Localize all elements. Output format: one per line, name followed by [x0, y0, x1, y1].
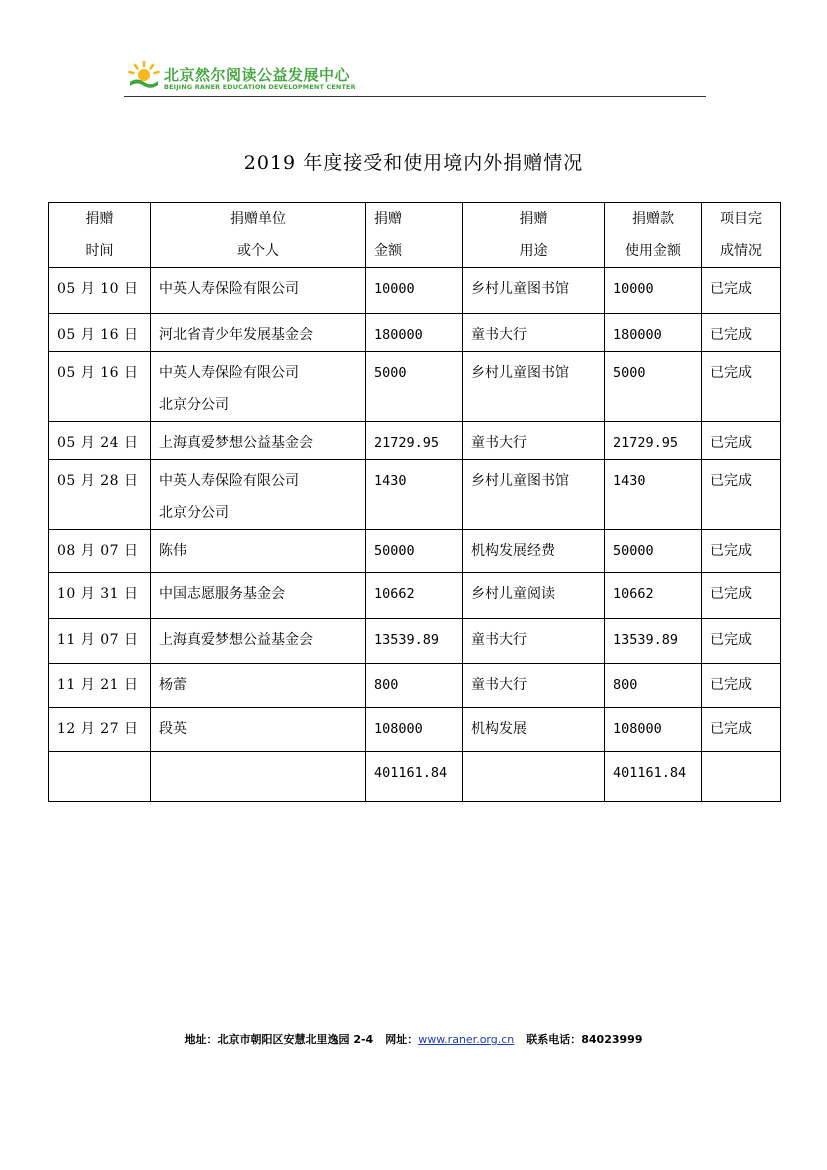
purpose-cell: 童书大行 [463, 619, 605, 664]
letterhead [124, 58, 706, 98]
header-used-amount: 捐赠款 使用金额 [605, 203, 702, 268]
used-amount-cell: 108000 [605, 708, 702, 752]
status-cell: 已完成 [702, 708, 781, 752]
purpose-cell: 乡村儿童阅读 [463, 573, 605, 619]
status-cell: 已完成 [702, 664, 781, 708]
amount-cell: 800 [366, 664, 463, 708]
amount-cell: 13539.89 [366, 619, 463, 664]
amount-cell: 10000 [366, 268, 463, 314]
donor-cell: 陈伟 [151, 530, 366, 573]
status-cell: 已完成 [702, 352, 781, 422]
purpose-cell: 乡村儿童图书馆 [463, 460, 605, 530]
status-cell: 已完成 [702, 268, 781, 314]
date-cell: 08 月 07 日 [49, 530, 151, 573]
date-cell: 05 月 16 日 [49, 352, 151, 422]
header-status: 项目完 成情况 [702, 203, 781, 268]
table-row [49, 352, 781, 422]
table-row [49, 460, 781, 530]
website-link[interactable]: www.raner.org.cn [418, 1033, 515, 1046]
date-cell: 11 月 21 日 [49, 664, 151, 708]
table-row [49, 422, 781, 460]
amount-cell: 180000 [366, 314, 463, 352]
purpose-cell: 机构发展 [463, 708, 605, 752]
date-cell: 05 月 16 日 [49, 314, 151, 352]
table-row [49, 619, 781, 664]
empty-cell [702, 752, 781, 802]
used-amount-cell: 50000 [605, 530, 702, 573]
total-amount-cell: 401161.84 [366, 752, 463, 802]
purpose-cell: 乡村儿童图书馆 [463, 268, 605, 314]
sun-logo-icon [127, 60, 161, 90]
status-cell: 已完成 [702, 422, 781, 460]
header-divider [124, 96, 706, 97]
table-row [49, 664, 781, 708]
page-footer [0, 1031, 827, 1047]
date-cell: 12 月 27 日 [49, 708, 151, 752]
header-purpose: 捐赠 用途 [463, 203, 605, 268]
header-date: 捐赠 时间 [49, 203, 151, 268]
empty-cell [49, 752, 151, 802]
org-name: 北京然尔阅读公益发展中心 [164, 66, 351, 84]
purpose-cell: 童书大行 [463, 422, 605, 460]
used-amount-cell: 13539.89 [605, 619, 702, 664]
used-amount-cell: 10000 [605, 268, 702, 314]
donor-cell: 中英人寿保险有限公司 [151, 268, 366, 314]
table-header-row [49, 203, 781, 268]
date-cell: 05 月 28 日 [49, 460, 151, 530]
footer-address: 地址：北京市朝阳区安慧北里逸园 2-4 [184, 1033, 374, 1046]
status-cell: 已完成 [702, 460, 781, 530]
date-cell: 05 月 24 日 [49, 422, 151, 460]
header-amount: 捐赠 金额 [366, 203, 463, 268]
amount-cell: 10662 [366, 573, 463, 619]
header-donor: 捐赠单位 或个人 [151, 203, 366, 268]
empty-cell [463, 752, 605, 802]
amount-cell: 1430 [366, 460, 463, 530]
used-amount-cell: 800 [605, 664, 702, 708]
amount-cell: 50000 [366, 530, 463, 573]
date-cell: 05 月 10 日 [49, 268, 151, 314]
org-name-en: BEIJING RANER EDUCATION DEVELOPMENT CENTER [164, 83, 356, 91]
status-cell: 已完成 [702, 619, 781, 664]
footer-website-label: 网址： [385, 1033, 419, 1046]
page-title: 2019 年度接受和使用境内外捐赠情况 [243, 152, 584, 174]
totals-row [49, 752, 781, 802]
donor-cell: 中英人寿保险有限公司 北京分公司 [151, 352, 366, 422]
table-row [49, 268, 781, 314]
used-amount-cell: 21729.95 [605, 422, 702, 460]
footer-phone: 联系电话：84023999 [526, 1033, 643, 1046]
amount-cell: 5000 [366, 352, 463, 422]
used-amount-cell: 1430 [605, 460, 702, 530]
purpose-cell: 乡村儿童图书馆 [463, 352, 605, 422]
table-row [49, 314, 781, 352]
used-amount-cell: 180000 [605, 314, 702, 352]
donor-cell: 河北省青少年发展基金会 [151, 314, 366, 352]
donor-cell: 上海真爱梦想公益基金会 [151, 422, 366, 460]
donor-cell: 上海真爱梦想公益基金会 [151, 619, 366, 664]
donor-cell: 杨蕾 [151, 664, 366, 708]
table-row [49, 573, 781, 619]
status-cell: 已完成 [702, 530, 781, 573]
donor-cell: 中国志愿服务基金会 [151, 573, 366, 619]
date-cell: 10 月 31 日 [49, 573, 151, 619]
amount-cell: 21729.95 [366, 422, 463, 460]
table-row [49, 530, 781, 573]
purpose-cell: 童书大行 [463, 314, 605, 352]
used-amount-cell: 5000 [605, 352, 702, 422]
purpose-cell: 童书大行 [463, 664, 605, 708]
donor-cell: 中英人寿保险有限公司 北京分公司 [151, 460, 366, 530]
date-cell: 11 月 07 日 [49, 619, 151, 664]
donation-table [48, 202, 781, 802]
purpose-cell: 机构发展经费 [463, 530, 605, 573]
status-cell: 已完成 [702, 573, 781, 619]
table-row [49, 708, 781, 752]
status-cell: 已完成 [702, 314, 781, 352]
donor-cell: 段英 [151, 708, 366, 752]
amount-cell: 108000 [366, 708, 463, 752]
empty-cell [151, 752, 366, 802]
used-amount-cell: 10662 [605, 573, 702, 619]
total-used-cell: 401161.84 [605, 752, 702, 802]
